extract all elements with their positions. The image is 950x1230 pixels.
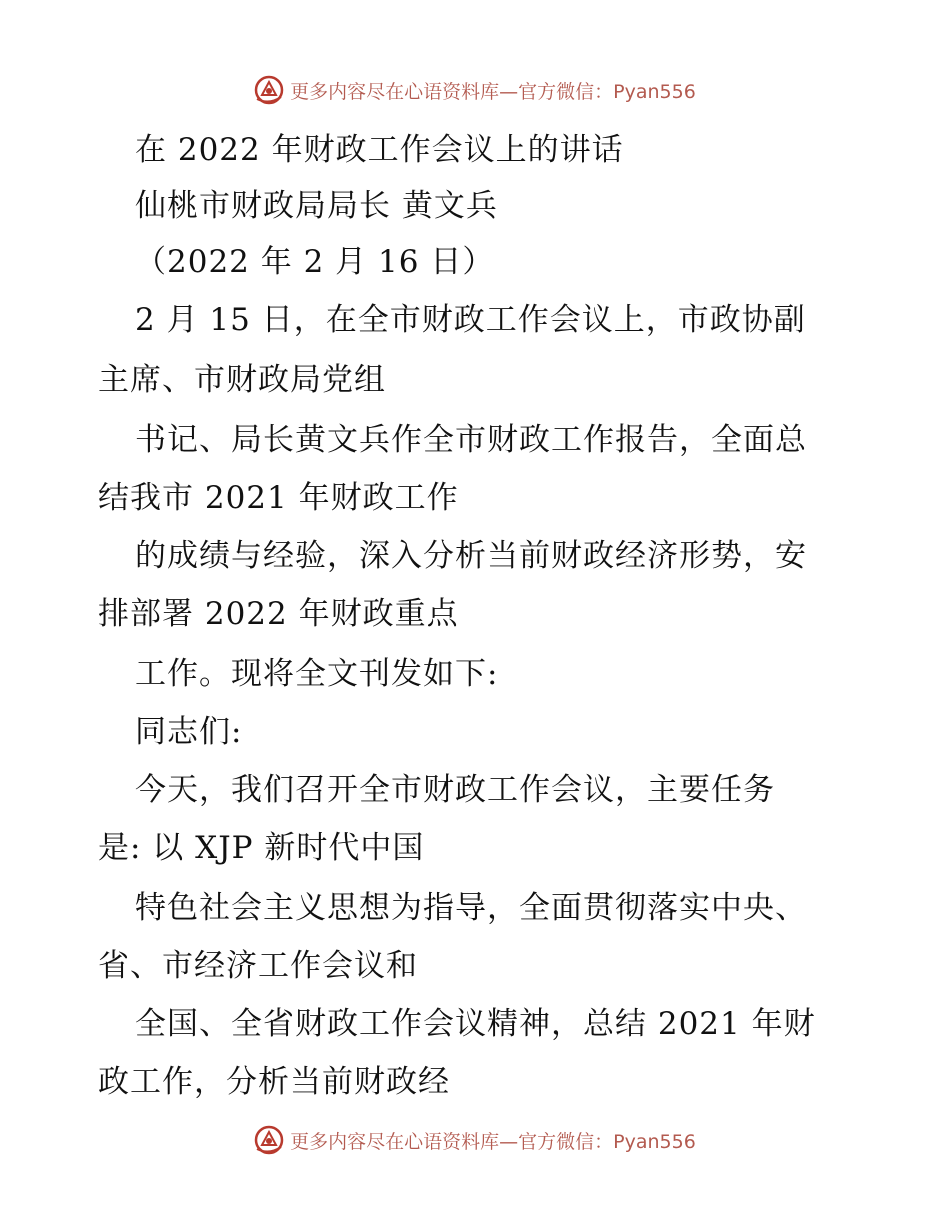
- greeting-line: 同志们:: [135, 714, 243, 750]
- document-date: （2022 年 2 月 16 日）: [135, 244, 495, 280]
- paragraph-line: 的成绩与经验，深入分析当前财政经济形势，安: [135, 538, 807, 574]
- paragraph-line: 排部署 2022 年财政重点: [98, 596, 459, 632]
- red-seal-logo-icon: [254, 1125, 284, 1155]
- red-seal-logo-icon: [254, 75, 284, 105]
- paragraph-line: 结我市 2021 年财政工作: [98, 480, 459, 516]
- footer-watermark: [0, 1120, 950, 1160]
- header-watermark: [0, 70, 950, 110]
- watermark-text: 更多内容尽在心语资料库—官方微信：Pyan556: [290, 80, 696, 103]
- paragraph-line: 工作。现将全文刊发如下:: [135, 656, 499, 692]
- paragraph-line: 全国、全省财政工作会议精神，总结 2021 年财: [135, 1006, 816, 1042]
- paragraph-line: 今天，我们召开全市财政工作会议，主要任务: [135, 772, 775, 808]
- paragraph-line: 2 月 15 日，在全市财政工作会议上，市政协副: [135, 302, 806, 338]
- document-title: 在 2022 年财政工作会议上的讲话: [135, 132, 624, 168]
- paragraph-line: 是: 以 XJP 新时代中国: [98, 830, 425, 866]
- paragraph-line: 省、市经济工作会议和: [98, 948, 418, 984]
- paragraph-line: 主席、市财政局党组: [98, 362, 386, 398]
- paragraph-line: 政工作，分析当前财政经: [98, 1064, 450, 1100]
- paragraph-line: 特色社会主义思想为指导，全面贯彻落实中央、: [135, 890, 807, 926]
- paragraph-line: 书记、局长黄文兵作全市财政工作报告，全面总: [135, 422, 807, 458]
- watermark-text: 更多内容尽在心语资料库—官方微信：Pyan556: [290, 1130, 696, 1153]
- document-author: 仙桃市财政局局长 黄文兵: [135, 188, 498, 224]
